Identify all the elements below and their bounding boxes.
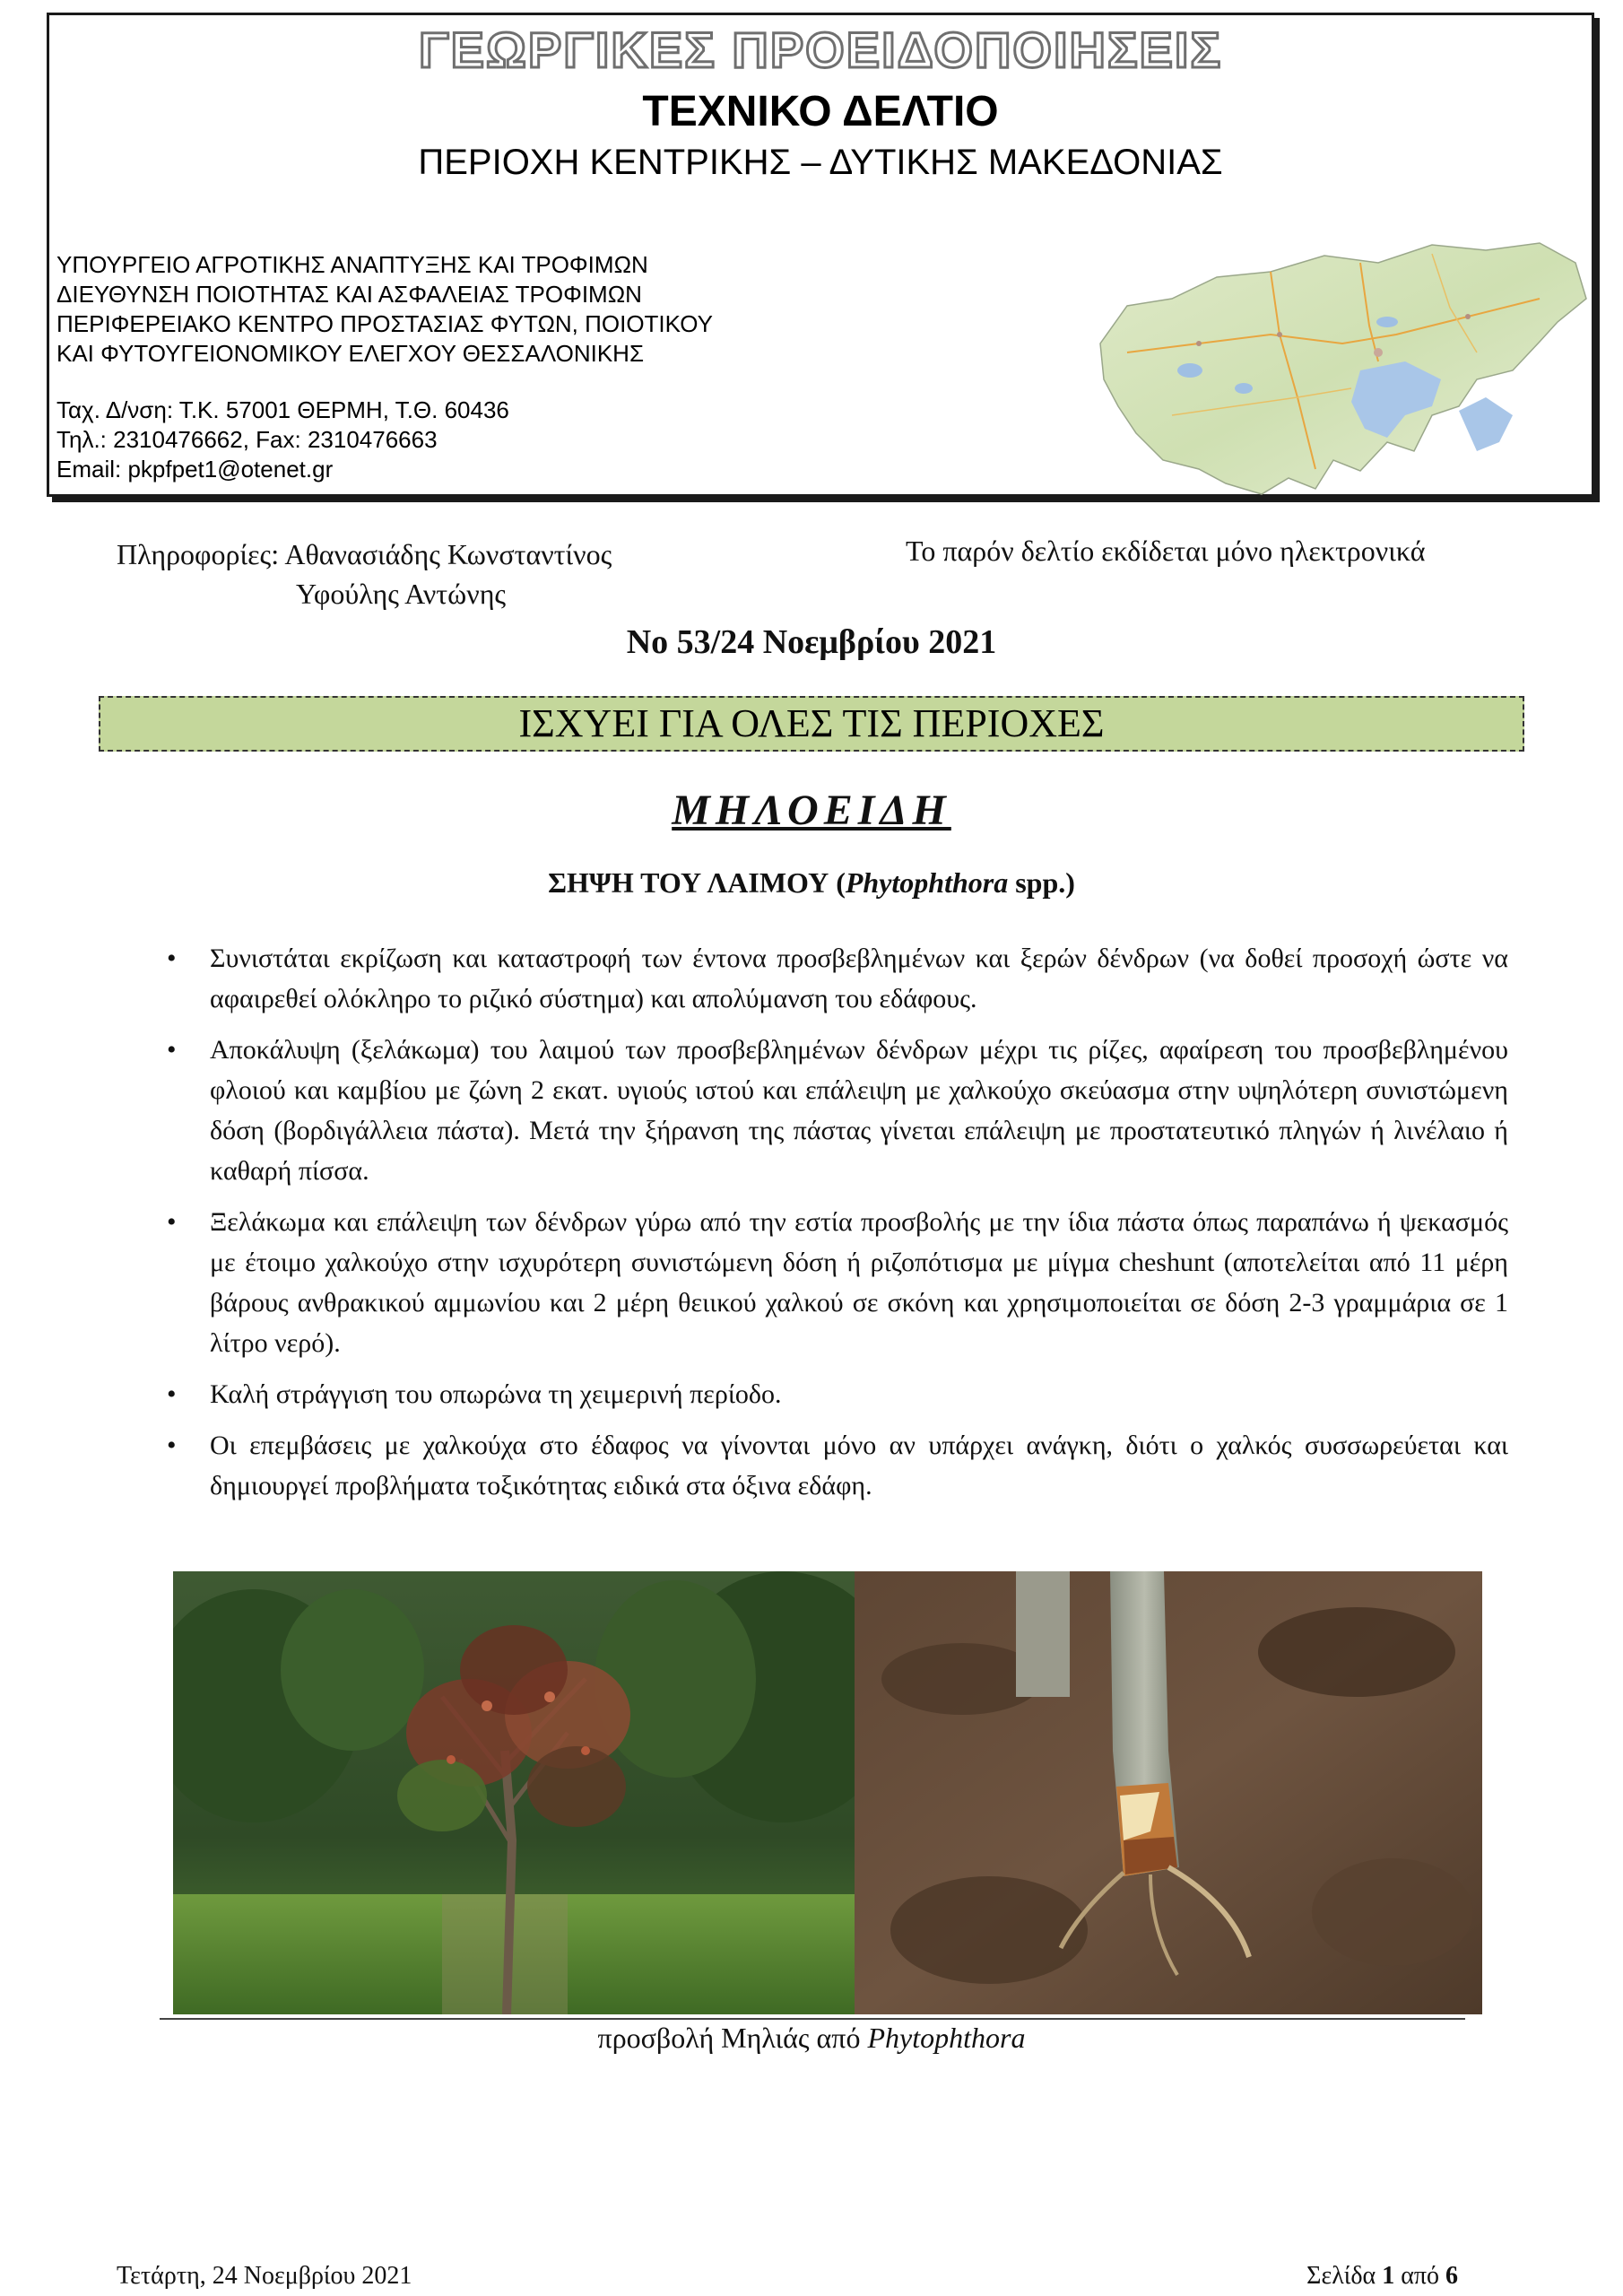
issue-number: Νο 53/24 Νοεμβρίου 2021 <box>626 623 997 661</box>
caption-genus: Phytophthora <box>867 2022 1026 2054</box>
bulletin-title: ΤΕΧΝΙΚΟ ΔΕΛΤΙΟ <box>642 88 999 135</box>
page-number <box>1306 2262 1458 2291</box>
recommendation-item: • Αποκάλυψη (ξελάκωμα) του λαιμού των προσβεβλημένων δένδρων μέχρι τις ρίζες, αφαίρεση του προσβεβλημένου φλοιού και καμβίου με ζώνη 2 εκατ. υγιούς ιστού και επάλειψη με χαλκούχο σκεύασμα στην υψηλότερη συνιστώμενη δόση (βορδιγάλλεια πάστα). Μετά την ξήρανση της πάστας γίνεται επάλειψη με προστατευτικό πληγών ή λινέλαιο ή καθαρή πίσσα. <box>161 1030 1508 1191</box>
region-map-image <box>1091 236 1593 496</box>
org-line: ΥΠΟΥΡΓΕΙΟ ΑΓΡΟΤΙΚΗΣ ΑΝΑΠΤΥΞΗΣ ΚΑΙ ΤΡΟΦΙΜΩΝ <box>56 251 648 278</box>
contact-block <box>56 396 509 484</box>
page-label: Σελίδα <box>1306 2262 1383 2290</box>
collar-rot-photo <box>855 1571 1482 2014</box>
contact-person-1: Πληροφορίες: Αθανασιάδης Κωνσταντίνος <box>117 538 612 570</box>
page-of: από <box>1394 2262 1445 2290</box>
phone-fax: Τηλ.: 2310476662, Fax: 2310476663 <box>56 426 438 453</box>
contacts-info <box>117 535 612 613</box>
recommendations-list <box>161 938 1508 1517</box>
validity-banner: ΙΣΧΥΕΙ ΓΙΑ ΟΛΕΣ ΤΙΣ ΠΕΡΙΟΧΕΣ <box>99 696 1524 752</box>
contact-person-2: Υφούλης Αντώνης <box>296 578 507 610</box>
photo-caption <box>0 2022 1623 2055</box>
page-current: 1 <box>1382 2262 1395 2290</box>
banner-title: ΓΕΩΡΓΙΚΕΣ ΠΡΟΕΙΔΟΠΟΙΗΣΕΙΣ <box>418 22 1223 78</box>
org-line: ΚΑΙ ΦΥΤΟΥΓΕΙΟΝΟΜΙΚΟΥ ΕΛΕΓΧΟΥ ΘΕΣΣΑΛΟΝΙΚΗΣ <box>56 340 645 367</box>
electronic-issue-note: Το παρόν δελτίο εκδίδεται μόνο ηλεκτρονικά <box>906 535 1426 567</box>
disease-suffix: spp.) <box>1008 866 1075 899</box>
crop-heading: ΜΗΛΟΕΙΔΗ <box>672 787 951 834</box>
org-line: ΔΙΕΥΘΥΝΣΗ ΠΟΙΟΤΗΤΑΣ ΚΑΙ ΑΣΦΑΛΕΙΑΣ ΤΡΟΦΙΜΩΝ <box>56 281 642 308</box>
recommendation-item: • Συνιστάται εκρίζωση και καταστροφή των έντονα προσβεβλημένων και ξερών δένδρων (να δοθεί προσοχή ώστε να αφαιρεθεί ολόκληρο το ριζικό σύστημα) και απολύμανση του εδάφους. <box>161 938 1508 1019</box>
org-line: ΠΕΡΙΦΕΡΕΙΑΚΟ ΚΕΝΤΡΟ ΠΡΟΣΤΑΣΙΑΣ ΦΥΤΩΝ, ΠΟΙΟΤΙΚΟΥ <box>56 310 713 337</box>
disease-heading <box>0 866 1623 900</box>
region-title: ΠΕΡΙΟΧΗ ΚΕΝΤΡΙΚΗΣ – ΔΥΤΙΚΗΣ ΜΑΚΕΔΟΝΙΑΣ <box>418 143 1223 182</box>
caption-text: προσβολή Μηλιάς από <box>597 2022 868 2054</box>
recommendation-item: • Ξελάκωμα και επάλειψη των δένδρων γύρω από την εστία προσβολής με την ίδια πάστα όπως παραπάνω ή ψεκασμός με έτοιμο χαλκούχο στην ισχυρότερη συνιστώμενη δόση ή ριζοπότισμα με μίγμα cheshunt (αποτελείται από 11 μέρη βάρους ανθρακικού αμμωνίου και 2 μέρη θειικού χαλκού σε σκόνη και χρησιμοποιείται σε δόση 2-3 γραμμάρια σε 1 λίτρο νερό). <box>161 1202 1508 1363</box>
organization-block <box>56 250 713 369</box>
page-total: 6 <box>1445 2262 1458 2290</box>
recommendation-item: • Καλή στράγγιση του οπωρώνα τη χειμερινή περίοδο. <box>161 1374 1508 1414</box>
caption-divider <box>160 2018 1465 2020</box>
orchard-photo <box>173 1571 855 2014</box>
postal-address: Ταχ. Δ/νση: Τ.Κ. 57001 ΘΕΡΜΗ, Τ.Θ. 60436 <box>56 396 509 423</box>
recommendation-item: • Οι επεμβάσεις με χαλκούχα στο έδαφος να γίνονται μόνο αν υπάρχει ανάγκη, διότι ο χαλκός συσσωρεύεται και δημιουργεί προβλήματα τοξικότητας ειδικά στα όξινα εδάφη. <box>161 1425 1508 1506</box>
header-box <box>47 13 1594 497</box>
email-address: Email: pkpfpet1@otenet.gr <box>56 456 334 483</box>
disease-name: ΣΗΨΗ ΤΟΥ ΛΑΙΜΟΥ ( <box>548 866 846 899</box>
disease-genus: Phytophthora <box>845 866 1009 899</box>
footer-date: Τετάρτη, 24 Νοεμβρίου 2021 <box>117 2262 412 2290</box>
